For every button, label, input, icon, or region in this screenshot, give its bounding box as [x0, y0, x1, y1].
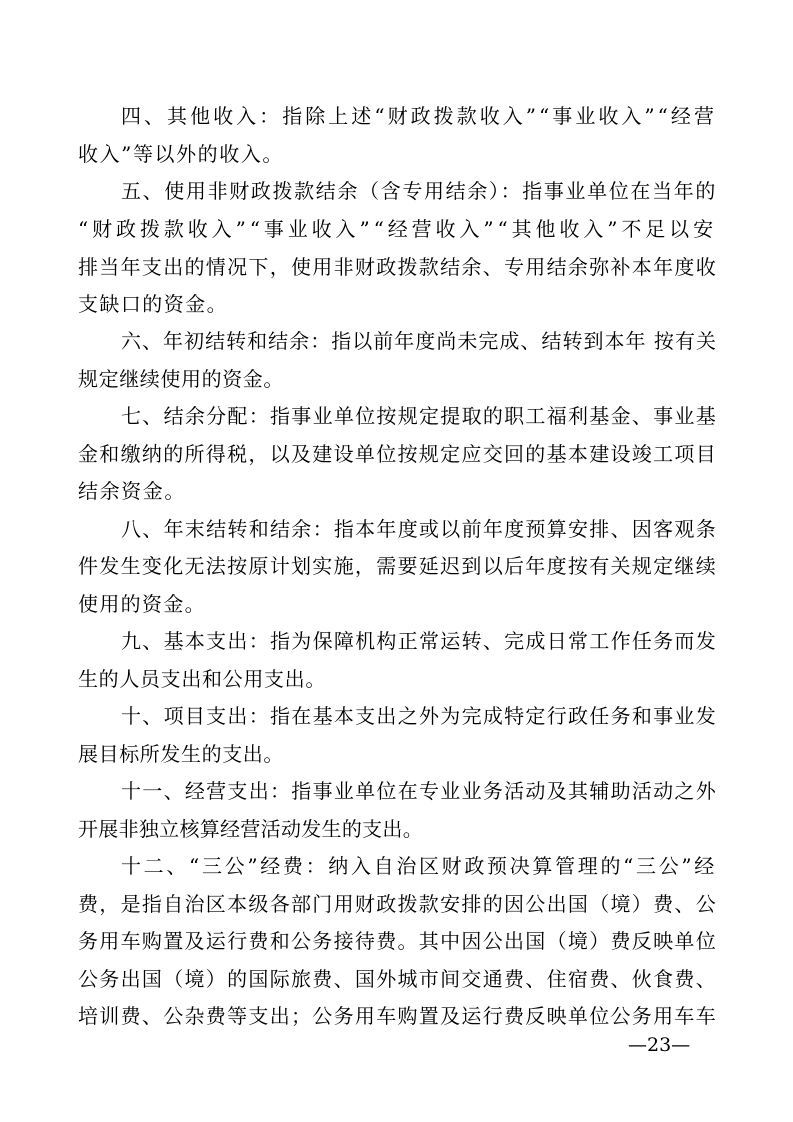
line-text: 结余资金。 [78, 479, 186, 503]
line-text: 件发生变化无法按原计划实施，需要延迟到以后年度按有关规定继续 [78, 554, 717, 578]
line-text: 开展非独立核算经营活动发生的支出。 [78, 817, 423, 841]
line-text: 十一、经营支出：指事业单位在专业业务活动及其辅助活动之外 [121, 779, 717, 803]
line-text: 十二、“三公”经费：纳入自治区财政预决算管理的“三公”经 [121, 854, 717, 878]
line-text: 九、基本支出：指为保障机构正常运转、完成日常工作任务而发 [121, 629, 717, 653]
line-text: 七、结余分配：指事业单位按规定提取的职工福利基金、事业基 [121, 404, 717, 428]
text-line [0, 847, 793, 885]
line-text: 四、其他收入：指除上述“财政拨款收入”“事业收入”“经营 [121, 104, 717, 128]
text-line [0, 397, 793, 435]
line-text: 六、年初结转和结余：指以前年度尚未完成、结转到本年 按有关 [121, 329, 717, 353]
text-line [0, 922, 793, 960]
line-text: 务用车购置及运行费和公务接待费。其中因公出国（境）费反映单位 [78, 929, 717, 953]
text-line [0, 960, 793, 998]
text-line [0, 660, 793, 698]
text-line [0, 322, 793, 360]
text-line [0, 735, 793, 773]
line-text: 公务出国（境）的国际旅费、国外城市间交通费、住宿费、伙食费、 [78, 967, 717, 991]
line-text: 收入”等以外的收入。 [78, 142, 284, 166]
text-line [0, 622, 793, 660]
line-text: 生的人员支出和公用支出。 [78, 667, 326, 691]
text-line [0, 210, 793, 248]
line-text: “财政拨款收入”“事业收入”“经营收入”“其他收入”不足以安 [78, 217, 717, 241]
text-line [0, 547, 793, 585]
text-line [0, 810, 793, 848]
line-text: 十、项目支出：指在基本支出之外为完成特定行政任务和事业发 [121, 704, 717, 728]
text-line [0, 772, 793, 810]
text-line [0, 510, 793, 548]
text-line [0, 435, 793, 473]
text-line [0, 285, 793, 323]
line-text: 排当年支出的情况下，使用非财政拨款结余、专用结余弥补本年度收 [78, 255, 717, 279]
text-line [0, 585, 793, 623]
line-text: 五、使用非财政拨款结余（含专用结余）：指事业单位在当年的 [121, 179, 717, 203]
page-number: —23— [628, 1034, 691, 1056]
line-text: 支缺口的资金。 [78, 292, 228, 316]
text-line [0, 97, 793, 135]
line-text: 培训费、公杂费等支出；公务用车购置及运行费反映单位公务用车车 [78, 1004, 717, 1028]
line-text: 费，是指自治区本级各部门用财政拨款安排的因公出国（境）费、公 [78, 892, 717, 916]
line-text: 规定继续使用的资金。 [78, 367, 284, 391]
text-line [0, 135, 793, 173]
line-text: 展目标所发生的支出。 [78, 742, 284, 766]
text-line [0, 697, 793, 735]
line-text: 使用的资金。 [78, 592, 206, 616]
text-line [0, 248, 793, 286]
line-text: 八、年末结转和结余：指本年度或以前年度预算安排、因客观条 [121, 517, 717, 541]
text-line [0, 472, 793, 510]
text-line [0, 885, 793, 923]
text-line [0, 172, 793, 210]
line-text: 金和缴纳的所得税，以及建设单位按规定应交回的基本建设竣工项目 [78, 442, 717, 466]
text-line [0, 360, 793, 398]
